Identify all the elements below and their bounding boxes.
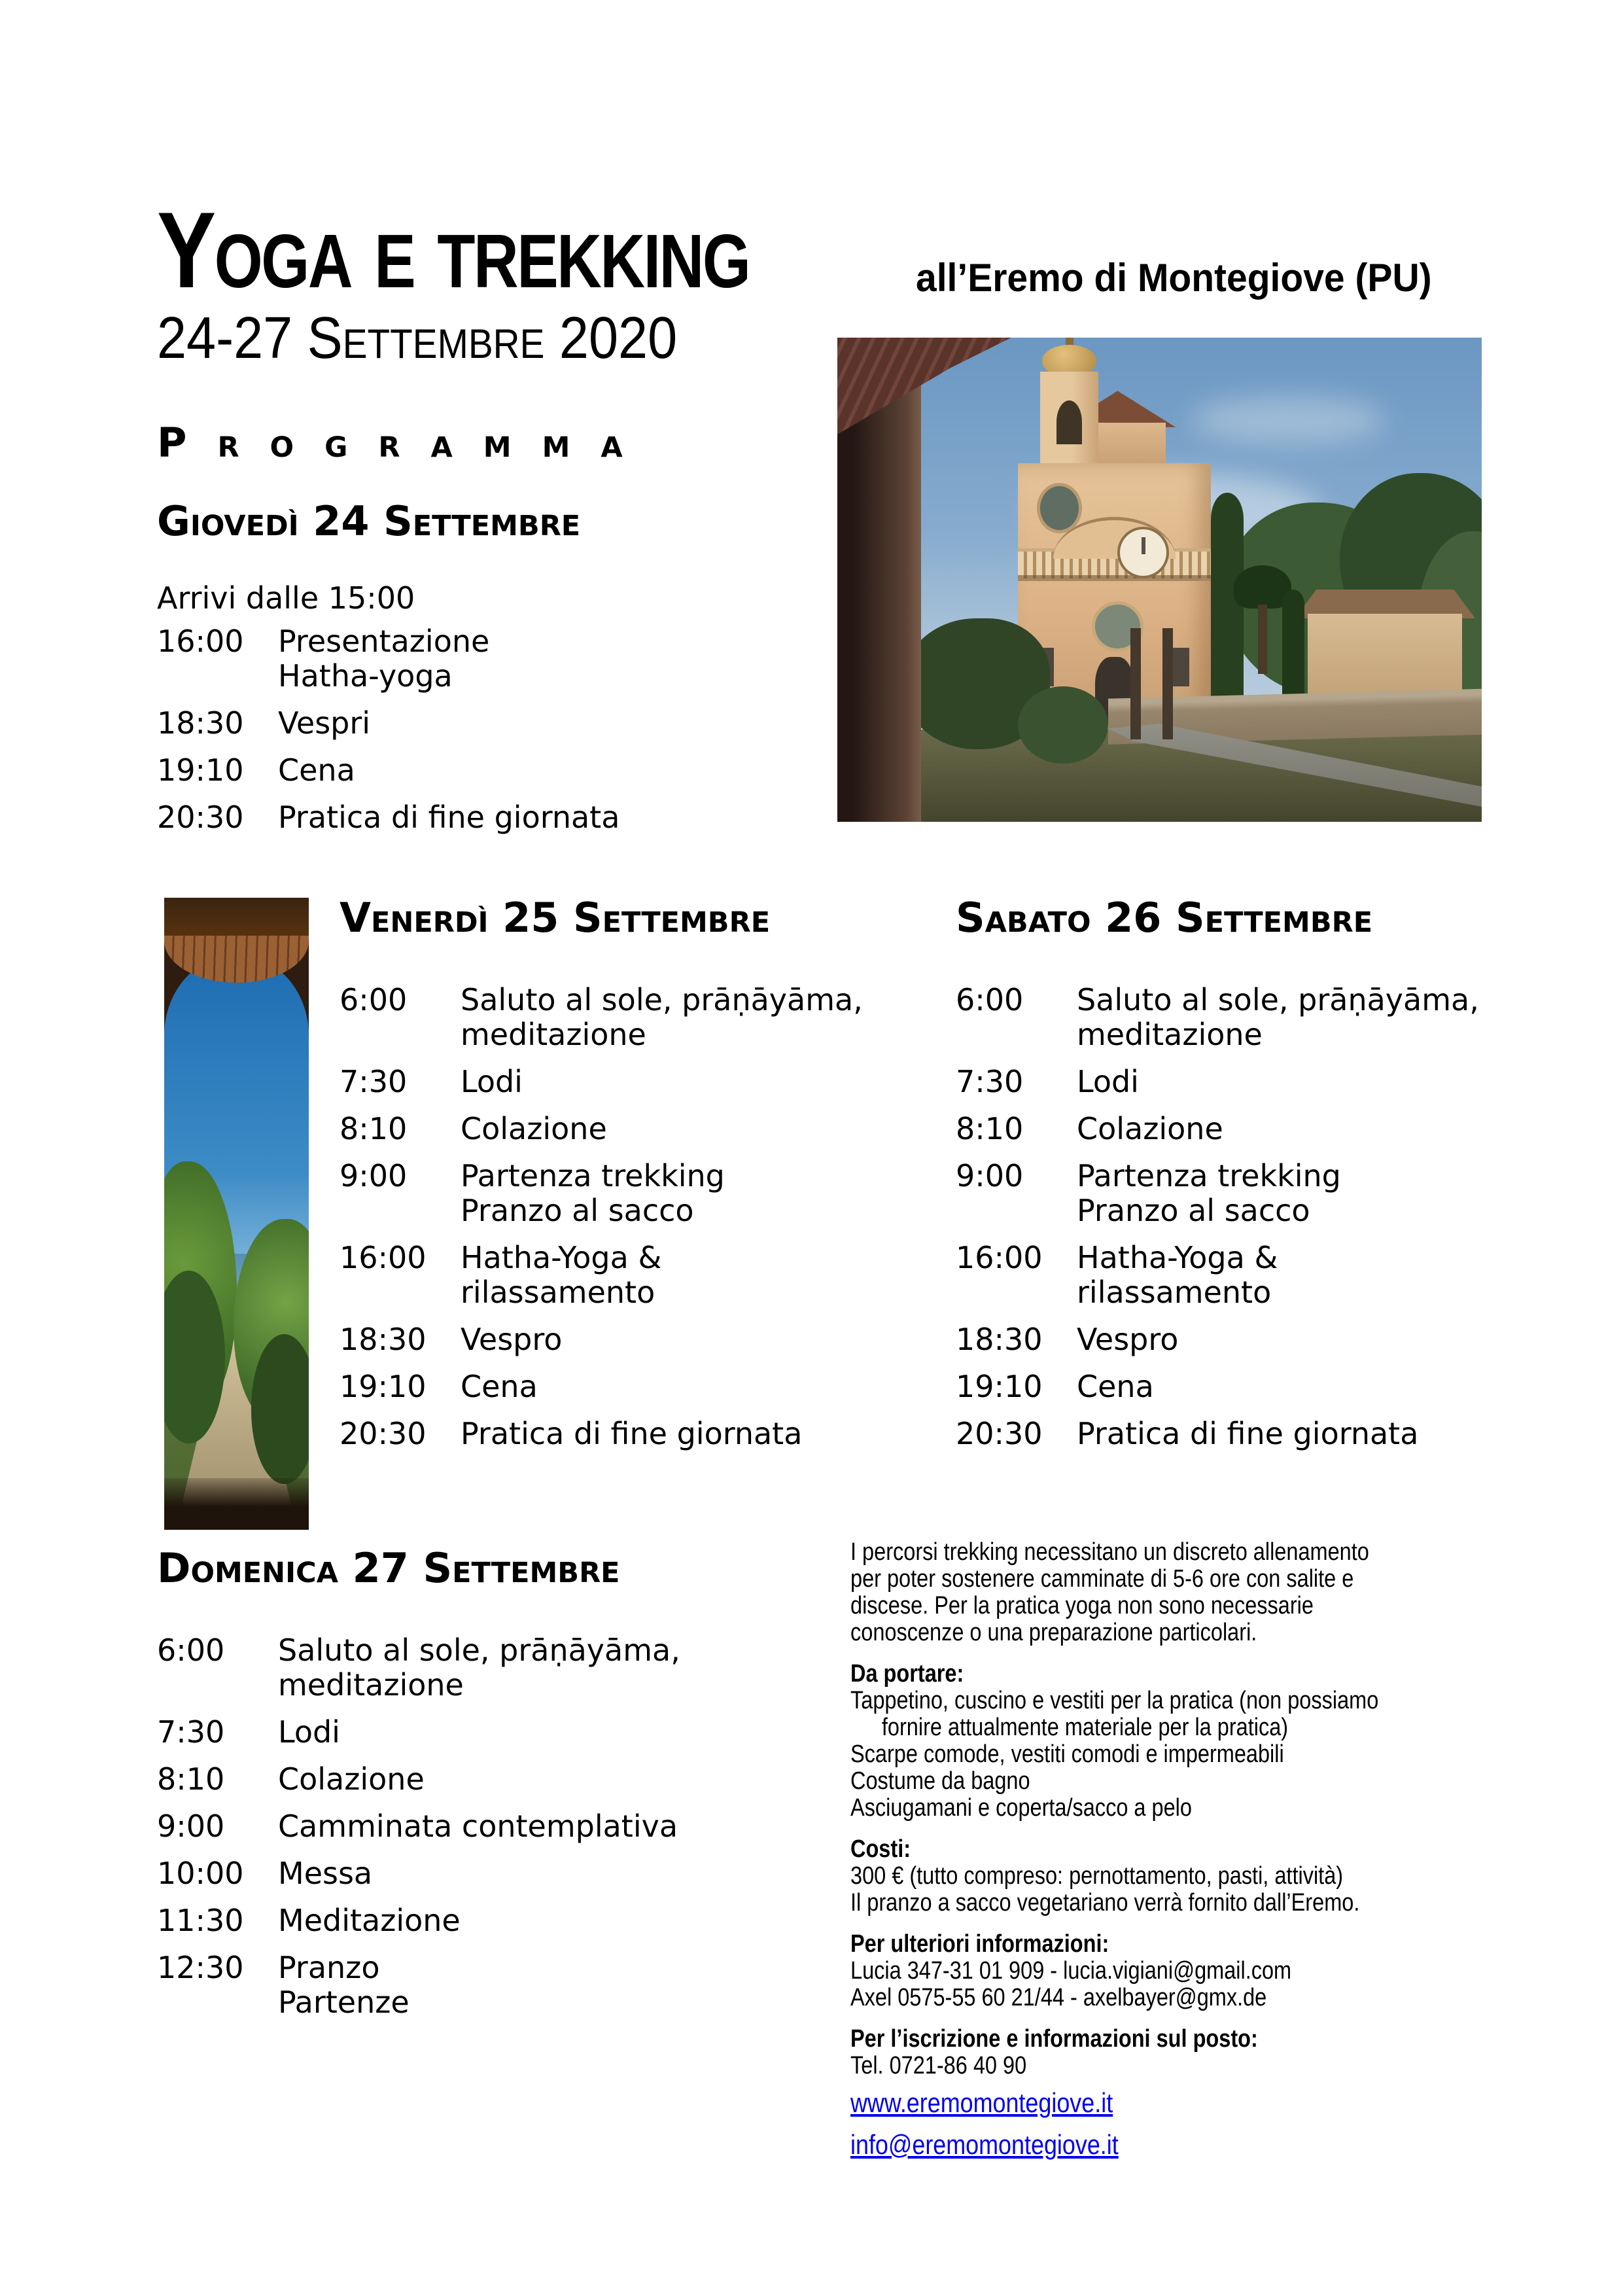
activity-line: meditazione	[1077, 1017, 1263, 1052]
registration-phone: Tel. 0721-86 40 90	[850, 2052, 1027, 2079]
activity-line: Saluto al sole, prāṇāyāma,	[461, 982, 863, 1017]
schedule-time: 12:30	[157, 1950, 244, 1985]
text-line: per poter sostenere camminate di 5-6 ore con salite e	[850, 1565, 1354, 1593]
text-line: Il pranzo a sacco vegetariano verrà fornito dall’Eremo.	[850, 1889, 1360, 1916]
activity-line: Pranzo al sacco	[461, 1193, 694, 1228]
activity-line: Saluto al sole, prāṇāyāma,	[278, 1633, 680, 1668]
activity-line: Partenza trekking	[461, 1158, 725, 1193]
activity-line: Presentazione	[278, 624, 490, 659]
schedule-activity	[461, 1322, 562, 1357]
photo-bell-opening	[1056, 400, 1082, 444]
schedule-row	[157, 1951, 759, 2020]
schedule-activity	[278, 1903, 461, 1938]
bring-heading: Da portare:	[850, 1660, 964, 1687]
schedule-activity	[1077, 1112, 1223, 1146]
thursday-schedule	[157, 499, 759, 847]
schedule-row	[956, 1112, 1558, 1146]
schedule-activity	[461, 983, 863, 1052]
schedule-time: 9:00	[157, 1809, 225, 1844]
schedule-row	[157, 624, 759, 694]
activity-line: Vespro	[461, 1322, 563, 1357]
text-line: 300 € (tutto compreso: pernottamento, pasti, attività)	[850, 1862, 1344, 1890]
photo-clock	[1117, 527, 1169, 578]
bring-list	[850, 1687, 1499, 1822]
photo-cloud	[1192, 396, 1386, 444]
schedule-time: 9:00	[956, 1158, 1024, 1193]
activity-line: Hatha-Yoga &	[461, 1240, 662, 1275]
schedule-time: 20:30	[956, 1416, 1043, 1451]
schedule-activity	[278, 706, 370, 741]
activity-line: meditazione	[278, 1667, 464, 1703]
schedule-time: 19:10	[956, 1369, 1043, 1404]
schedule-time: 9:00	[340, 1158, 408, 1193]
saturday-schedule	[956, 895, 1558, 1464]
link-line	[850, 2085, 1499, 2121]
activity-line: Hatha-yoga	[278, 658, 453, 694]
activity-line: Lodi	[1077, 1064, 1139, 1099]
schedule-activity	[1077, 1322, 1178, 1357]
activity-line: Vespro	[1077, 1322, 1179, 1357]
schedule-row	[956, 983, 1558, 1052]
schedule-row	[157, 1633, 759, 1703]
schedule-row	[340, 983, 941, 1052]
activity-line: meditazione	[461, 1017, 646, 1052]
activity-line: Cena	[278, 752, 355, 788]
activity-line: Colazione	[1077, 1111, 1223, 1146]
schedule-row	[157, 1809, 759, 1844]
photo-cornice	[1018, 575, 1212, 578]
eremo-church-photo	[837, 338, 1482, 822]
schedule-time: 18:30	[157, 705, 244, 741]
activity-line: Messa	[278, 1856, 373, 1891]
activity-line: Meditazione	[278, 1903, 461, 1938]
activity-line: rilassamento	[1077, 1275, 1272, 1310]
schedule-row	[956, 1369, 1558, 1404]
schedule-row	[157, 1856, 759, 1891]
event-date-range: 24-27 Settembre 2020	[157, 306, 678, 371]
activity-line: Cena	[1077, 1369, 1154, 1404]
schedule-rows	[157, 1633, 759, 2020]
activity-line: Vespri	[278, 705, 371, 741]
text-line: Axel 0575-55 60 21/44 - axelbayer@gmx.de	[850, 1984, 1267, 2011]
schedule-row	[340, 1065, 941, 1099]
activity-line: Pranzo al sacco	[1077, 1193, 1310, 1228]
schedule-activity	[1077, 1065, 1139, 1099]
schedule-activity	[278, 753, 355, 788]
activity-line: Partenze	[278, 1985, 410, 2020]
info-column	[850, 1539, 1499, 2163]
schedule-activity	[461, 1112, 607, 1146]
text-line: discese. Per la pratica yoga non sono necessarie	[850, 1592, 1314, 1619]
day-heading: Sabato 26 Settembre	[956, 894, 1373, 942]
schedule-activity	[461, 1417, 802, 1451]
schedule-time: 16:00	[340, 1240, 427, 1275]
schedule-row	[340, 1322, 941, 1357]
schedule-row	[157, 1903, 759, 1938]
list-item-line: Costume da bagno	[850, 1767, 1030, 1795]
external-link[interactable]: info@eremomontegiove.it	[850, 2129, 1119, 2160]
schedule-row	[340, 1159, 941, 1228]
schedule-activity	[278, 800, 620, 835]
schedule-time: 16:00	[157, 624, 244, 659]
schedule-row	[157, 706, 759, 741]
schedule-row	[956, 1241, 1558, 1310]
schedule-rows	[157, 624, 759, 835]
friday-schedule	[340, 895, 941, 1464]
photo-house	[1308, 614, 1462, 696]
activity-line: Hatha-Yoga &	[1077, 1240, 1278, 1275]
activity-line: rilassamento	[461, 1275, 655, 1310]
schedule-activity	[1077, 1241, 1278, 1310]
list-item-line: Asciugamani e coperta/sacco a pelo	[850, 1794, 1192, 1822]
schedule-row	[956, 1159, 1558, 1228]
photo-gate-pillar	[1130, 628, 1141, 739]
schedule-activity	[278, 1951, 410, 2020]
activity-line: Lodi	[461, 1064, 523, 1099]
schedule-time: 6:00	[340, 982, 408, 1017]
schedule-activity	[461, 1369, 538, 1404]
schedule-time: 16:00	[956, 1240, 1043, 1275]
schedule-row	[340, 1112, 941, 1146]
schedule-row	[157, 1715, 759, 1750]
photo-hedge	[1018, 686, 1108, 764]
website-links	[850, 2085, 1499, 2163]
schedule-row	[340, 1241, 941, 1310]
photo-oval-window	[1037, 483, 1082, 533]
arrival-note: Arrivi dalle 15:00	[157, 580, 415, 616]
schedule-activity	[278, 624, 489, 694]
schedule-activity	[278, 1762, 425, 1797]
day-heading: Domenica 27 Settembre	[157, 1544, 620, 1592]
schedule-activity	[1077, 1417, 1418, 1451]
text-line: Lucia 347-31 01 909 - lucia.vigiani@gmail.com	[850, 1957, 1292, 1985]
page-title-location: all’Eremo di Montegiove (PU)	[916, 256, 1432, 300]
list-item-line: Scarpe comode, vestiti comodi e impermeabili	[850, 1740, 1284, 1768]
schedule-activity	[278, 1715, 340, 1750]
external-link[interactable]: www.eremomontegiove.it	[850, 2087, 1113, 2118]
sunday-schedule	[157, 1545, 759, 2032]
schedule-time: 7:30	[956, 1064, 1024, 1099]
schedule-time: 11:30	[157, 1903, 244, 1938]
schedule-row	[956, 1322, 1558, 1357]
photo-arch-view	[164, 955, 309, 1530]
schedule-rows	[956, 983, 1558, 1451]
contact-lines	[850, 1958, 1499, 2011]
schedule-row	[157, 1762, 759, 1797]
page-title: Yoga e trekking	[157, 190, 750, 310]
day-heading: Giovedì 24 Settembre	[157, 497, 581, 545]
list-item-line: Tappetino, cuscino e vestiti per la pratica (non possiamo	[850, 1687, 1379, 1714]
schedule-time: 20:30	[340, 1416, 427, 1451]
activity-line: Saluto al sole, prāṇāyāma,	[1077, 982, 1479, 1017]
schedule-row	[157, 800, 759, 835]
activity-line: Pranzo	[278, 1950, 380, 1985]
costs-lines	[850, 1863, 1499, 1916]
costs-heading: Costi:	[850, 1835, 911, 1863]
text-line: I percorsi trekking necessitano un discreto allenamento	[850, 1538, 1369, 1566]
schedule-activity	[461, 1241, 661, 1310]
activity-line: Pratica di fine giornata	[1077, 1416, 1419, 1451]
photo-arch-lintel	[164, 898, 309, 936]
day-heading: Venerdì 25 Settembre	[340, 894, 771, 942]
schedule-row	[340, 1369, 941, 1404]
schedule-time: 8:10	[340, 1111, 408, 1146]
schedule-time: 20:30	[157, 800, 244, 835]
schedule-time: 10:00	[157, 1856, 244, 1891]
trekking-intro-paragraph	[850, 1539, 1499, 1646]
activity-line: Colazione	[461, 1111, 607, 1146]
activity-line: Colazione	[278, 1761, 425, 1797]
schedule-row	[956, 1065, 1558, 1099]
schedule-time: 18:30	[340, 1322, 427, 1357]
link-line	[850, 2127, 1499, 2163]
photo-shadow	[164, 1478, 309, 1530]
schedule-activity	[461, 1065, 523, 1099]
registration-heading: Per l’iscrizione e informazioni sul posto:	[850, 2025, 1258, 2053]
schedule-time: 7:30	[340, 1064, 408, 1099]
contact-heading: Per ulteriori informazioni:	[850, 1930, 1109, 1958]
schedule-time: 8:10	[157, 1761, 225, 1797]
schedule-activity	[278, 1633, 680, 1703]
archway-path-photo	[164, 898, 309, 1530]
schedule-time: 6:00	[157, 1633, 225, 1668]
list-item-line: fornire attualmente materiale per la pratica)	[881, 1714, 1289, 1741]
schedule-activity	[278, 1809, 678, 1844]
activity-line: Pratica di fine giornata	[461, 1416, 803, 1451]
schedule-activity	[1077, 983, 1479, 1052]
schedule-time: 7:30	[157, 1714, 225, 1750]
schedule-activity	[1077, 1159, 1341, 1228]
schedule-activity	[461, 1159, 725, 1228]
schedule-time: 19:10	[157, 752, 244, 788]
activity-line: Partenza trekking	[1077, 1158, 1341, 1193]
program-label: Programma	[157, 419, 654, 467]
schedule-time: 6:00	[956, 982, 1024, 1017]
photo-gate-pillar	[1162, 628, 1173, 739]
schedule-activity	[278, 1856, 372, 1891]
schedule-row	[340, 1417, 941, 1451]
schedule-time: 8:10	[956, 1111, 1024, 1146]
schedule-time: 18:30	[956, 1322, 1043, 1357]
schedule-activity	[1077, 1369, 1154, 1404]
activity-line: Camminata contemplativa	[278, 1809, 678, 1844]
text-line: conoscenze o una preparazione particolari.	[850, 1619, 1257, 1646]
activity-line: Cena	[461, 1369, 538, 1404]
activity-line: Pratica di fine giornata	[278, 800, 620, 835]
schedule-row	[956, 1417, 1558, 1451]
photo-window	[1172, 648, 1189, 686]
schedule-row	[157, 753, 759, 788]
schedule-time: 19:10	[340, 1369, 427, 1404]
activity-line: Lodi	[278, 1714, 340, 1750]
schedule-rows	[340, 983, 941, 1451]
